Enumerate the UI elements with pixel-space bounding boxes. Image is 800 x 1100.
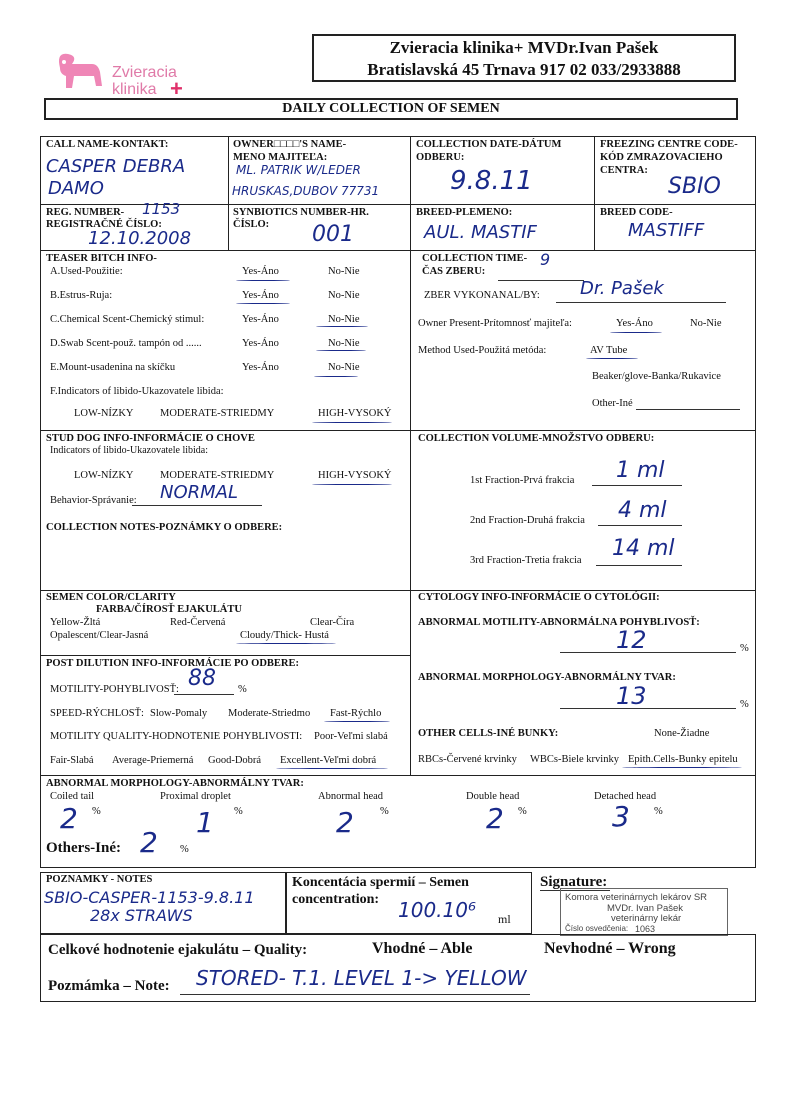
fraction3-value: 14 ml (612, 536, 675, 561)
breed-value: AUL. MASTIF (424, 222, 537, 243)
collected-by-value: Dr. Pašek (580, 278, 664, 299)
owner-present-label: Owner Present-Prítomnosť majiteľa: (418, 318, 572, 329)
logo-line2: klinika (112, 81, 157, 98)
proximal-pct: % (234, 806, 243, 817)
vet-stamp (560, 888, 728, 936)
freezing-label-1: FREEZING CENTRE CODE- (600, 139, 738, 150)
dog-logo-icon (52, 46, 108, 92)
call-name-value-2: DAMO (48, 178, 104, 199)
synbiotics-label-1: SYNBIOTICS NUMBER-HR. (233, 207, 369, 218)
fraction1-value: 1 ml (616, 458, 665, 483)
fraction2-value: 4 ml (618, 498, 667, 523)
detached-head-label: Detached head (594, 791, 657, 802)
logo-plus-icon: + (170, 76, 183, 101)
teaser-low: LOW-NÍZKY (74, 408, 134, 419)
owner-value-2: HRUSKAS,DUBOV 77731 (232, 184, 380, 198)
motility-pct: % (238, 684, 247, 695)
notes-value-1: SBIO-CASPER-1153-9.8.11 (44, 888, 255, 907)
teaser-swab-yes: Yes-Áno (242, 338, 279, 349)
teaser-estrus-no: No-Nie (328, 290, 360, 301)
other-cells-label: OTHER CELLS-INÉ BUNKY: (418, 728, 559, 739)
collected-by-label: ZBER VYKONANAL/BY: (424, 290, 540, 301)
detached-head-pct: % (654, 806, 663, 817)
stud-low: LOW-NÍZKY (74, 470, 134, 481)
teaser-chemical-label: C.Chemical Scent-Chemický stimul: (50, 314, 205, 325)
proximal-label: Proximal droplet (160, 791, 231, 802)
signature-label: Signature: (540, 874, 608, 890)
teaser-mount-label: E.Mount-usadenina na skíčku (50, 362, 176, 373)
abn-morphology-label: ABNORMAL MORPHOLOGY-ABNORMÁLNY TVAR: (418, 672, 676, 683)
collection-date-label-2: ODBERU: (416, 152, 465, 163)
teaser-used-label: A.Used-Použitie: (50, 266, 123, 277)
volume-title: COLLECTION VOLUME-MNOŽSTVO ODBERU: (418, 433, 655, 444)
motility-quality-label: MOTILITY QUALITY-HODNOTENIE POHYBLIVOSTI: (50, 731, 303, 742)
cytology-title: CYTOLOGY INFO-INFORMÁCIE O CYTOLÓGII: (418, 592, 660, 603)
teaser-swab-label: D.Swab Scent-použ. tampón od ...... (50, 338, 202, 349)
call-name-value-1: CASPER DEBRA (46, 156, 186, 177)
quality-excellent: Excellent-Veľmi dobrá (280, 755, 377, 766)
stud-moderate: MODERATE-STRIEDMY (160, 470, 275, 481)
fraction1-label: 1st Fraction-Prvá frakcia (470, 475, 575, 486)
quality-label: Celkové hodnotenie ejakulátu – Quality: (48, 942, 308, 958)
owner-present-no: No-Nie (690, 318, 722, 329)
breed-code-label: BREED CODE- (600, 207, 673, 218)
teaser-used-yes: Yes-Áno (242, 266, 279, 277)
stud-title: STUD DOG INFO-INFORMÁCIE O CHOVE (46, 433, 255, 444)
quality-able: Vhodné – Able (372, 940, 473, 957)
breed-code-value: MASTIFF (628, 220, 705, 241)
owner-present-yes: Yes-Áno (616, 318, 653, 329)
fraction3-label: 3rd Fraction-Tretia frakcia (470, 555, 582, 566)
method-av-tube: AV Tube (590, 345, 628, 356)
teaser-estrus-label: B.Estrus-Ruja: (50, 290, 113, 301)
notes-value-2: 28x STRAWS (90, 906, 193, 925)
concentration-value: 100.10⁶ (398, 898, 476, 922)
coiled-value: 2 (60, 802, 78, 835)
method-label: Method Used-Použitá metóda: (418, 345, 547, 356)
abn-motility-pct: % (740, 643, 749, 654)
stud-indicators-label: Indicators of libido-Ukazovatele libida: (50, 445, 209, 456)
abn-morphology-value: 13 (616, 682, 647, 710)
reg-number-label-2: REGISTRAČNÉ ČÍSLO: (46, 219, 162, 230)
color-title-1: SEMEN COLOR/CLARITY (46, 592, 176, 603)
notes-label: POZNAMKY - NOTES (46, 874, 153, 885)
collection-time-label-2: ČAS ZBERU: (422, 266, 486, 277)
teaser-mount-no: No-Nie (328, 362, 360, 373)
clinic-name: Zvieracia klinika+ MVDr.Ivan Pašek (389, 38, 659, 57)
clinic-address: Bratislavská 45 Trnava 917 02 033/2933888 (367, 60, 681, 79)
stud-high: HIGH-VYSOKÝ (318, 470, 392, 481)
other-cells-wbc: WBCs-Biele krvinky (530, 754, 619, 765)
speed-slow: Slow-Pomaly (150, 708, 208, 719)
speed-fast: Fast-Rýchlo (330, 708, 382, 719)
collection-date-value: 9.8.11 (450, 166, 533, 196)
teaser-title: TEASER BITCH INFO- (46, 253, 157, 264)
other-cells-epith: Epith.Cells-Bunky epitelu (628, 754, 738, 765)
abn-motility-value: 12 (616, 626, 647, 654)
owner-value-1: ML. PATRIK W/LEDER (236, 163, 361, 177)
concentration-unit: ml (498, 912, 511, 926)
reg-number-label-1: REG. NUMBER- (46, 207, 125, 218)
stamp-line2: MVDr. Ivan Pašek (607, 903, 684, 914)
teaser-used-no: No-Nie (328, 266, 360, 277)
call-name-label: CALL NAME-KONTAKT: (46, 139, 169, 150)
method-beaker: Beaker/glove-Banka/Rukavice (592, 371, 721, 382)
method-other: Other-Iné (592, 398, 633, 409)
color-title-2: FARBA/ČÍROSŤ EJAKULÁTU (96, 604, 242, 615)
teaser-high: HIGH-VYSOKÝ (318, 408, 392, 419)
teaser-estrus-yes: Yes-Áno (242, 290, 279, 301)
detached-head-value: 3 (612, 800, 630, 833)
concentration-label-2: concentration: (292, 892, 380, 907)
teaser-moderate: MODERATE-STRIEDMY (160, 408, 275, 419)
synbiotics-value: 001 (312, 222, 354, 247)
teaser-chemical-no: No-Nie (328, 314, 360, 325)
owner-label-2: MENO MAJITEĽA: (233, 152, 328, 163)
concentration-label-1: Koncentácia spermií – Semen (292, 875, 469, 890)
behavior-label: Behavior-Správanie: (50, 495, 137, 506)
synbiotics-label-2: ČÍSLO: (233, 219, 270, 230)
double-head-value: 2 (486, 802, 504, 835)
teaser-indicators-label: F.Indicators of libido-Ukazovatele libida: (50, 386, 224, 397)
other-cells-none: None-Žiadne (654, 728, 710, 739)
collection-time-value: 9 (540, 250, 551, 269)
breed-label: BREED-PLEMENO: (416, 207, 513, 218)
reg-number-value: 1153 (142, 200, 181, 218)
page-title: DAILY COLLECTION OF SEMEN (282, 101, 500, 116)
quality-wrong: Nevhodné – Wrong (544, 940, 676, 957)
post-title: POST DILUTION INFO-INFORMÁCIE PO ODBERE: (46, 658, 299, 669)
speed-moderate: Moderate-Striedmo (228, 708, 311, 719)
color-cloudy: Cloudy/Thick- Hustá (240, 630, 329, 641)
collection-date-label-1: COLLECTION DATE-DÁTUM (416, 139, 562, 150)
freezing-label-2: KÓD ZMRAZOVACIEHO (600, 152, 723, 163)
reg-date-value: 12.10.2008 (88, 228, 192, 249)
other-cells-rbc: RBCs-Červené krvinky (418, 754, 517, 765)
stamp-line4-label: Číslo osvedčenia: (565, 924, 629, 933)
others-value: 2 (140, 826, 158, 859)
abn-motility-label: ABNORMAL MOTILITY-ABNORMÁLNA POHYBLIVOSŤ: (418, 617, 700, 628)
abn-head-value: 2 (336, 806, 354, 839)
owner-label-1: OWNER□□□□'S NAME- (233, 139, 347, 150)
quality-good: Good-Dobrá (208, 755, 262, 766)
morph-title: ABNORMAL MORPHOLOGY-ABNORMÁLNY TVAR: (46, 778, 304, 789)
note-value: STORED- T.1. LEVEL 1-> YELLOW (196, 966, 527, 990)
coiled-pct: % (92, 806, 101, 817)
freezing-code-value: SBIO (668, 174, 721, 199)
color-red: Red-Červená (170, 617, 226, 628)
stamp-line3: veterinárny lekár (611, 913, 682, 924)
double-head-pct: % (518, 806, 527, 817)
quality-poor: Poor-Veľmi slabá (314, 731, 388, 742)
double-head-label: Double head (466, 791, 520, 802)
others-label: Others-Iné: (46, 840, 121, 856)
behavior-value: NORMAL (160, 482, 239, 503)
abn-head-label: Abnormal head (318, 791, 384, 802)
stamp-line1: Komora veterinárnych lekárov SR (565, 892, 708, 903)
collection-notes-title: COLLECTION NOTES-POZNÁMKY O ODBERE: (46, 522, 283, 533)
collection-time-label-1: COLLECTION TIME- (422, 253, 528, 264)
logo-line1: Zvieracia (112, 64, 177, 81)
color-opalescent: Opalescent/Clear-Jasná (50, 630, 149, 641)
abn-morphology-pct: % (740, 699, 749, 710)
motility-label: MOTILITY-POHYBLIVOSŤ: (50, 684, 179, 695)
color-yellow: Yellow-Žltá (50, 617, 101, 628)
coiled-label: Coiled tail (50, 791, 95, 802)
teaser-chemical-yes: Yes-Áno (242, 314, 279, 325)
motility-value: 88 (188, 666, 216, 691)
freezing-label-3: CENTRA: (600, 165, 648, 176)
quality-average: Average-Priemerná (112, 755, 194, 766)
fraction2-label: 2nd Fraction-Druhá frakcia (470, 515, 585, 526)
teaser-swab-no: No-Nie (328, 338, 360, 349)
proximal-value: 1 (196, 806, 214, 839)
quality-fair: Fair-Slabá (50, 755, 94, 766)
teaser-mount-yes: Yes-Áno (242, 362, 279, 373)
speed-label: SPEED-RÝCHLOSŤ: (50, 708, 144, 719)
clinic-logo (52, 44, 202, 100)
color-clear: Clear-Číra (310, 617, 355, 628)
stamp-line4-value: 1063 (635, 924, 656, 934)
others-pct: % (180, 844, 189, 855)
note-label: Pozmámka – Note: (48, 978, 170, 994)
abn-head-pct: % (380, 806, 389, 817)
